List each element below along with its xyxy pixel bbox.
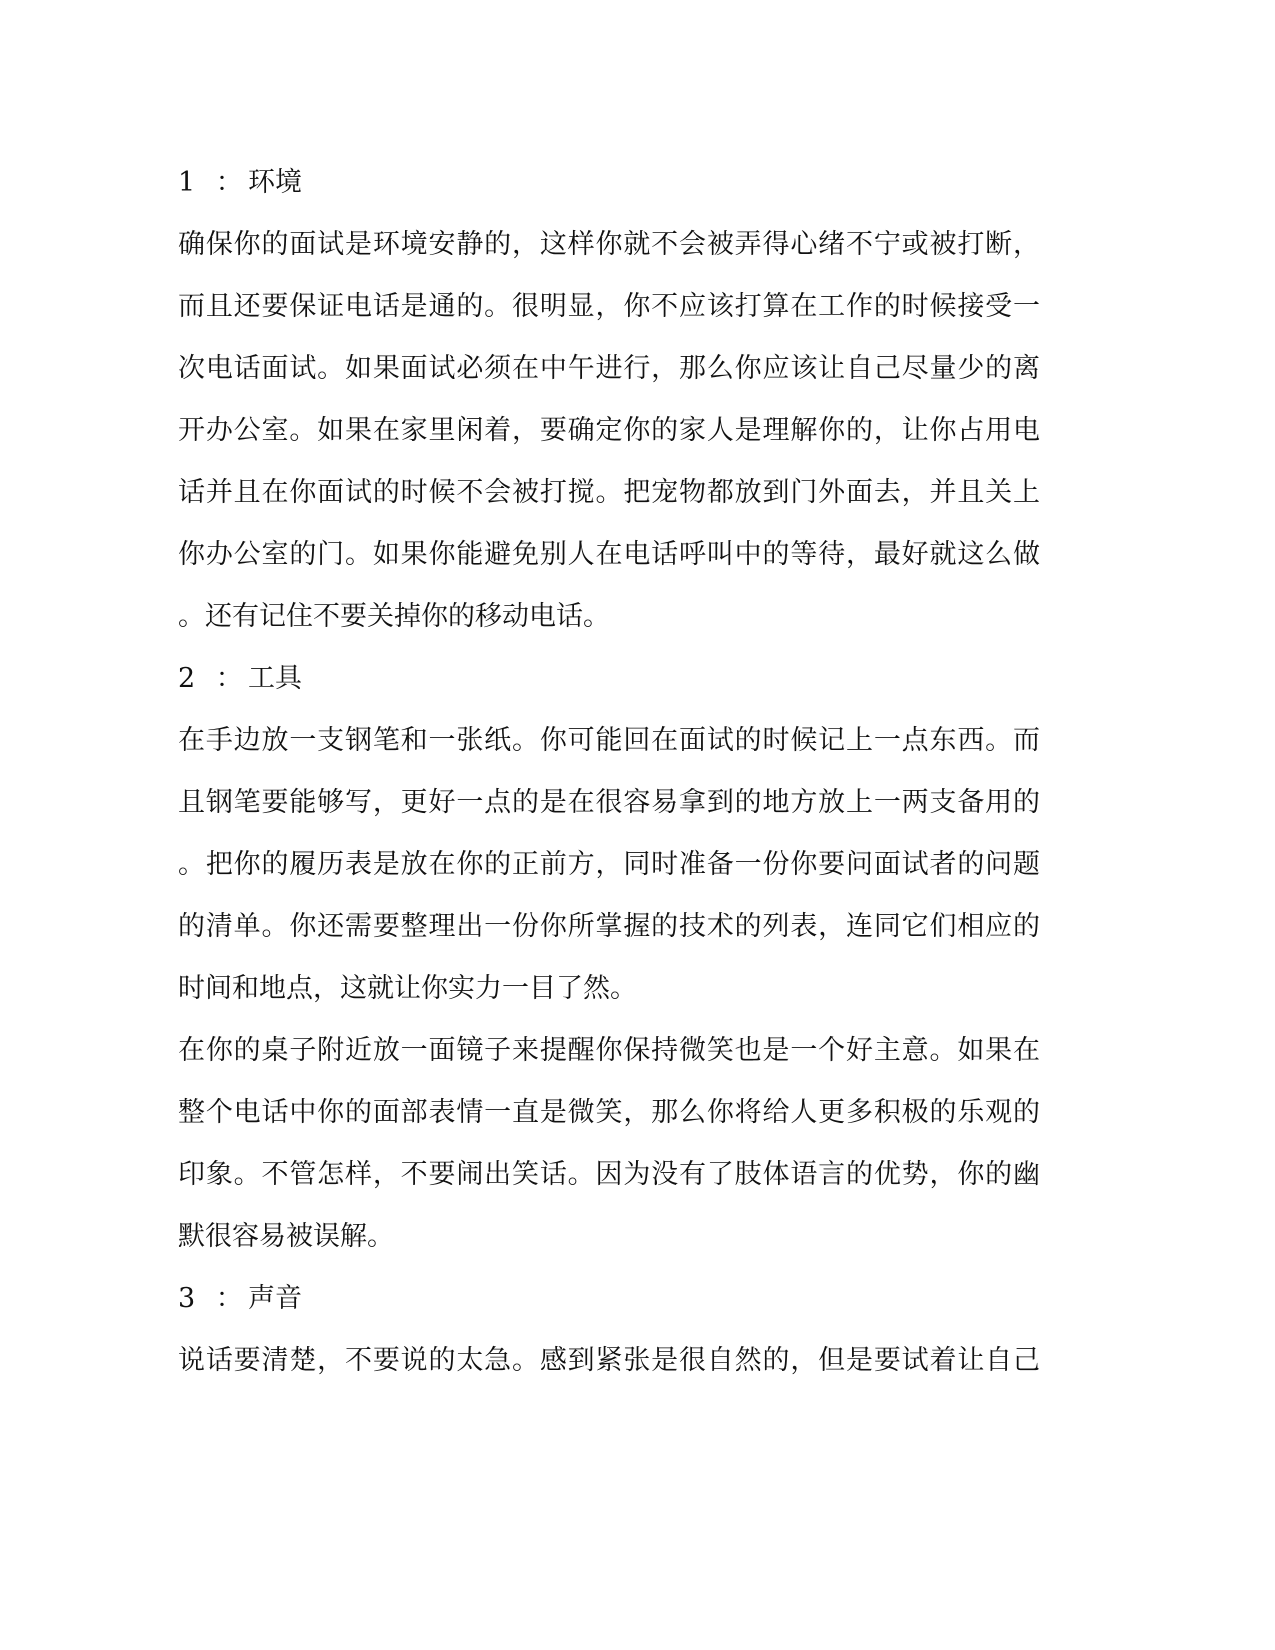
paragraph-line: 在手边放一支钢笔和一张纸。你可能回在面试的时候记上一点东西。而 xyxy=(178,725,1040,756)
document-body xyxy=(178,160,1040,1400)
paragraph-line: 话并且在你面试的时候不会被打搅。把宠物都放到门外面去，并且关上 xyxy=(178,477,1040,508)
section-title: 工具 xyxy=(248,663,302,694)
section-number: 1 ： xyxy=(178,167,249,198)
paragraph-line: 印象。不管怎样，不要闹出笑话。因为没有了肢体语言的优势，你的幽 xyxy=(178,1159,1040,1190)
section-heading-1 xyxy=(178,160,1040,222)
section-number: 3 ： xyxy=(178,1283,249,1314)
section-number: 2 ： xyxy=(178,663,249,694)
paragraph-line: 且钢笔要能够写，更好一点的是在很容易拿到的地方放上一两支备用的 xyxy=(178,787,1040,818)
paragraph-line: 整个电话中你的面部表情一直是微笑，那么你将给人更多积极的乐观的 xyxy=(178,1097,1040,1128)
paragraph-line: 次电话面试。如果面试必须在中午进行，那么你应该让自己尽量少的离 xyxy=(178,353,1040,384)
paragraph-line: 在你的桌子附近放一面镜子来提醒你保持微笑也是一个好主意。如果在 xyxy=(178,1035,1040,1066)
section-heading-3 xyxy=(178,1276,1040,1338)
paragraph-line: 时间和地点，这就让你实力一目了然。 xyxy=(178,973,637,1004)
paragraph-line: 说话要清楚，不要说的太急。感到紧张是很自然的，但是要试着让自己 xyxy=(178,1345,1040,1376)
paragraph-line: 。把你的履历表是放在你的正前方，同时准备一份你要问面试者的问题 xyxy=(178,849,1040,880)
section-title: 环境 xyxy=(248,167,302,198)
paragraph-line: 开办公室。如果在家里闲着，要确定你的家人是理解你的，让你占用电 xyxy=(178,415,1040,446)
paragraph-line: 你办公室的门。如果你能避免别人在电话呼叫中的等待，最好就这么做 xyxy=(178,539,1040,570)
paragraph-line: 确保你的面试是环境安静的，这样你就不会被弄得心绪不宁或被打断， xyxy=(178,229,1040,260)
section-heading-2 xyxy=(178,656,1040,718)
paragraph-line: 默很容易被误解。 xyxy=(178,1221,394,1252)
section-title: 声音 xyxy=(248,1283,302,1314)
paragraph-line: 的清单。你还需要整理出一份你所掌握的技术的列表，连同它们相应的 xyxy=(178,911,1040,942)
paragraph-line: 而且还要保证电话是通的。很明显，你不应该打算在工作的时候接受一 xyxy=(178,291,1040,322)
paragraph-line: 。还有记住不要关掉你的移动电话。 xyxy=(178,601,610,632)
